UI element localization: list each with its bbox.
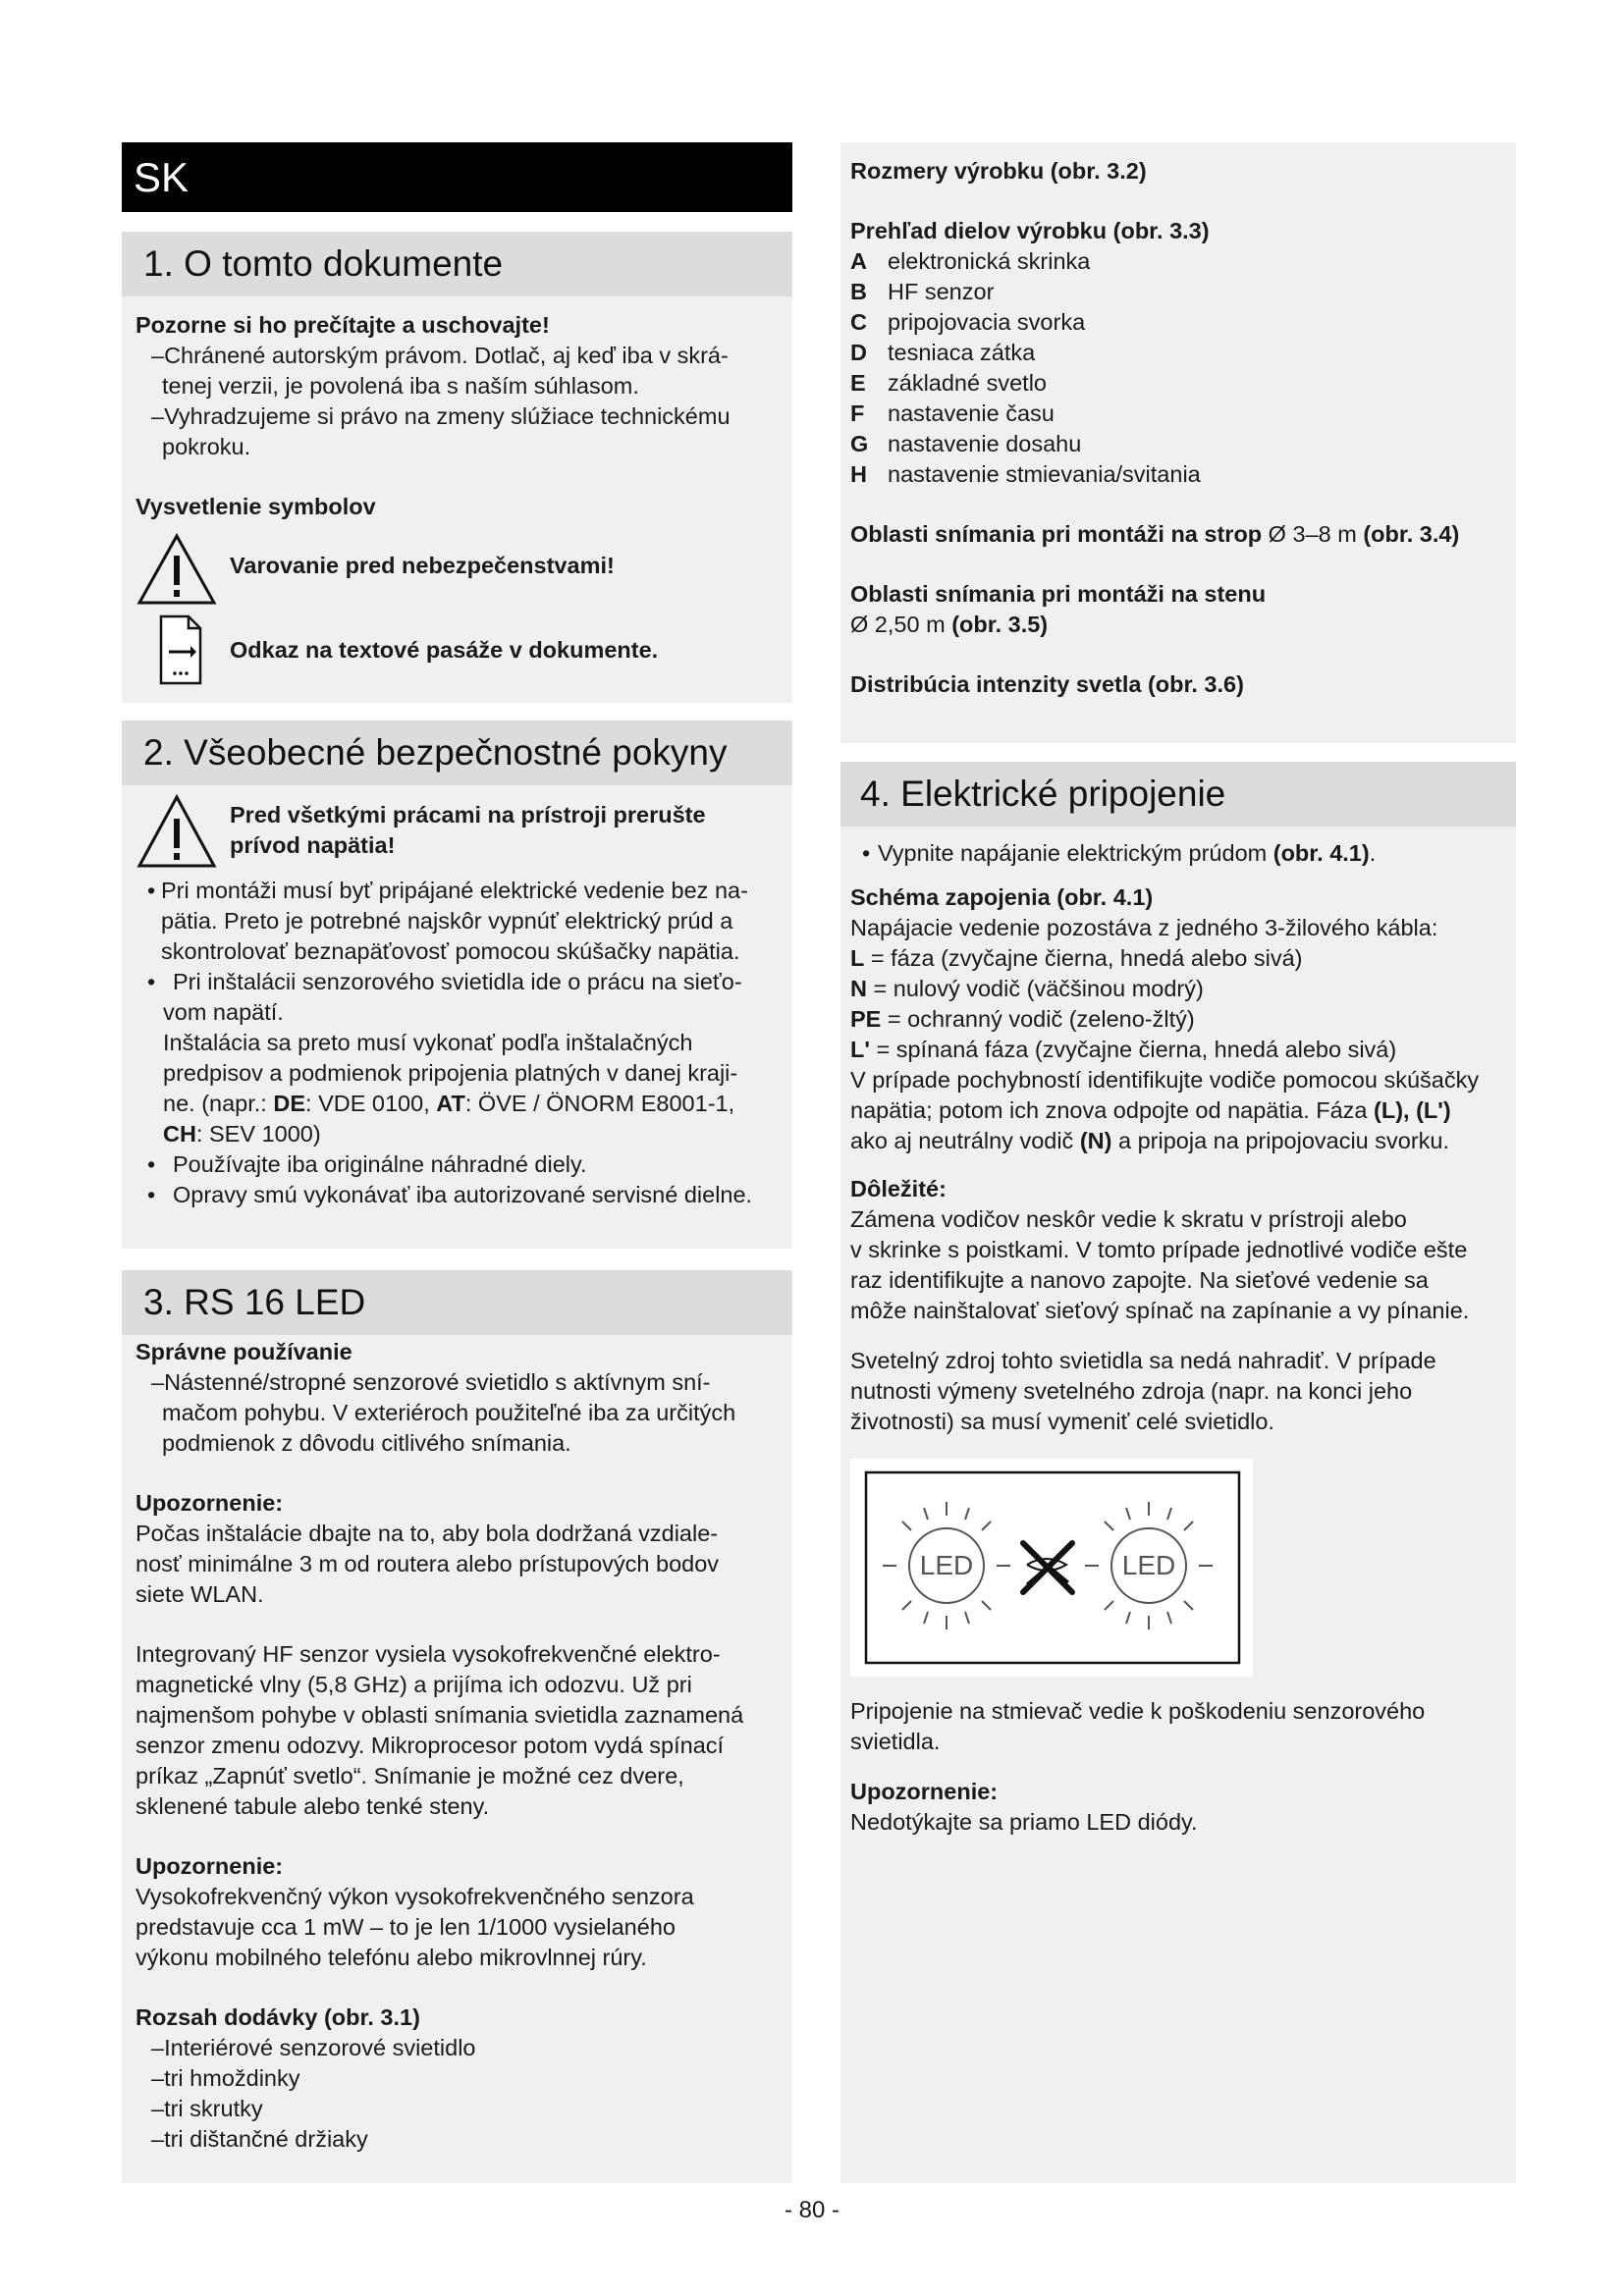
warning-symbol-label: Varovanie pred nebezpečenstvami! [230, 552, 615, 578]
list-item: L = fáza (zvyčajne čierna, hnedá alebo sivá) [850, 945, 1303, 971]
text-line: Inštalácia sa preto musí vykonať podľa inštalačných [163, 1030, 693, 1055]
text-line: tenej verzii, je povolená iba s naším súhlasom. [162, 373, 639, 399]
subheading: Prehľad dielov výrobku (obr. 3.3) [850, 218, 1210, 243]
text-line: najmenšom pohybe v oblasti snímania svietidla zaznamená [135, 1702, 744, 1728]
svg-text:LED: LED [1121, 1550, 1176, 1580]
text-line: skontrolovať beznapäťovosť pomocou skúšačky napätia. [161, 938, 740, 964]
text-line: pätia. Preto je potrebné najskôr vypnúť elektrický prúd a [161, 908, 733, 934]
text-line: Oblasti snímania pri montáži na strop Ø 3–8 m (obr. 3.4) [850, 521, 1460, 547]
list-item [135, 876, 779, 967]
text-line: V prípade pochybností identifikujte vodiče pomocou skúšačky [850, 1067, 1480, 1093]
document-reference-icon [135, 613, 218, 687]
subheading: Dôležité: [850, 1176, 947, 1201]
subheading: Upozornenie: [135, 1490, 284, 1516]
warning-triangle-icon [135, 532, 218, 607]
text-line: predstavuje cca 1 mW – to je len 1/1000 vysielaného [135, 1914, 676, 1940]
text-line: senzor zmenu odozvy. Mikroprocesor potom vydá spínací [135, 1733, 725, 1758]
led-dimmer-prohibited-icon [850, 1459, 1253, 1677]
text-line: –Vyhradzujeme si právo na zmeny slúžiace technickému [151, 403, 731, 429]
section-1 [122, 232, 792, 703]
list-item: –tri skrutky [151, 2096, 263, 2121]
list-item: F nastavenie času [850, 400, 1055, 426]
section-title: 2. Všeobecné bezpečnostné pokyny [122, 721, 792, 785]
section-title: 1. O tomto dokumente [122, 232, 792, 296]
text-line: • Pri montáži musí byť pripájané elektrické vedenie bez na- [161, 878, 748, 903]
text-line: –Chránené autorským právom. Dotlač, aj keď iba v skrá- [151, 343, 729, 368]
text-line: ako aj neutrálny vodič (N) a pripoja na pripojovaciu svorku. [850, 1128, 1450, 1153]
section-4 [840, 762, 1516, 2183]
list-item: • Vypnite napájanie elektrickým prúdom (obr. 4.1). [850, 838, 1516, 869]
section-2 [122, 721, 792, 1249]
text-line: mačom pohybu. V exteriéroch použiteľné iba za určitých [162, 1400, 736, 1425]
list-item: • Používajte iba originálne náhradné diely. [135, 1149, 779, 1180]
list-item: B HF senzor [850, 279, 995, 304]
subheading: Rozmery výrobku (obr. 3.2) [850, 158, 1147, 184]
text-line: CH: SEV 1000) [163, 1121, 321, 1147]
text-line: Ø 2,50 m (obr. 3.5) [850, 612, 1049, 637]
subheading: Správne používanie [135, 1339, 352, 1364]
list-item: E základné svetlo [850, 370, 1047, 396]
text-line: Svetelný zdroj tohto svietidla sa nedá nahradiť. V prípade [850, 1348, 1436, 1373]
subheading: Upozornenie: [135, 1853, 284, 1879]
text-line: ne. (napr.: DE: VDE 0100, AT: ÖVE / ÖNORM E8001-1, [163, 1091, 735, 1116]
text-line: predpisov a podmienok pripojenia platných v danej kraji- [163, 1060, 738, 1086]
list-item: L' = spínaná fáza (zvyčajne čierna, hnedá alebo sivá) [850, 1037, 1397, 1062]
text-line: príkaz „Zapnúť svetlo“. Snímanie je možné cez dvere, [135, 1763, 684, 1789]
svg-text:LED: LED [919, 1550, 974, 1580]
text-line: raz identifikujte a nanovo zapojte. Na sieťové vedenie sa [850, 1267, 1429, 1293]
list-item: H nastavenie stmievania/svitania [850, 461, 1201, 487]
text-line: podmienok z dôvodu citlivého snímania. [162, 1430, 571, 1456]
text-line: Počas inštalácie dbajte na to, aby bola dodržaná vzdiale- [135, 1521, 719, 1546]
subheading: Upozornenie: [850, 1779, 999, 1804]
language-label: SK [122, 142, 792, 212]
list-item: D tesniaca zátka [850, 340, 1036, 365]
list-item: –tri hmoždinky [151, 2065, 300, 2091]
text-line: • Pri inštalácii senzorového svietidla ide o prácu na sieťo- [173, 969, 742, 994]
text-line: v skrinke s poistkami. V tomto prípade jednotlivé vodiče ešte [850, 1237, 1468, 1262]
section-title: 3. RS 16 LED [122, 1270, 792, 1335]
subheading: Schéma zapojenia (obr. 4.1) [850, 884, 1154, 910]
text-line: Napájacie vedenie pozostáva z jedného 3-žilového kábla: [850, 915, 1438, 940]
text-line: Nedotýkajte sa priamo LED diódy. [850, 1809, 1198, 1835]
page-number: - 80 - [784, 2197, 839, 2223]
subheading: Oblasti snímania pri montáži na stenu [850, 581, 1267, 607]
text-line: pokroku. [162, 434, 251, 459]
list-item: –Interiérové senzorové svietidlo [151, 2035, 476, 2060]
list-item: • Opravy smú vykonávať iba autorizované servisné dielne. [135, 1180, 779, 1210]
product-overview [840, 142, 1516, 743]
list-item: A elektronická skrinka [850, 248, 1091, 274]
section-3 [122, 1270, 792, 2183]
list-item: PE = ochranný vodič (zeleno-žltý) [850, 1006, 1195, 1032]
text-line: napätia; potom ich znova odpojte od napätia. Fáza (L), (L') [850, 1097, 1451, 1123]
text-line: magnetické vlny (5,8 GHz) a prijíma ich odozvu. Už pri [135, 1672, 692, 1697]
text-line: Zámena vodičov neskôr vedie k skratu v prístroji alebo [850, 1206, 1407, 1232]
text-line: –Nástenné/stropné senzorové svietidlo s aktívnym sní- [151, 1369, 711, 1395]
text-line: výkonu mobilného telefónu alebo mikrovlnnej rúry. [135, 1945, 647, 1970]
list-item: C pripojovacia svorka [850, 309, 1086, 335]
led-no-dimmer-figure [850, 1459, 1253, 1677]
text-line: sklenené tabule alebo tenké steny. [135, 1793, 490, 1819]
subheading: Rozsah dodávky (obr. 3.1) [135, 2004, 420, 2030]
list-item: N = nulový vodič (väčšinou modrý) [850, 976, 1204, 1001]
text-line: svietidla. [850, 1729, 941, 1754]
subheading: Distribúcia intenzity svetla (obr. 3.6) [850, 671, 1244, 697]
list-item: –tri dištančné držiaky [151, 2126, 368, 2152]
text-line: môže nainštalovať sieťový spínač na zapínanie a vy pínanie. [850, 1298, 1470, 1323]
warning-triangle-icon [135, 791, 218, 870]
warning-text: prívod napätia! [230, 832, 396, 858]
subheading: Vysvetlenie symbolov [135, 494, 376, 519]
reference-symbol-label: Odkaz na textové pasáže v dokumente. [230, 636, 659, 663]
warning-text: Pred všetkými prácami na prístroji prerušte [230, 802, 706, 828]
text-line: vom napätí. [163, 999, 284, 1025]
list-item: G nastavenie dosahu [850, 431, 1082, 456]
text-line: Pripojenie na stmievač vedie k poškodeniu senzorového [850, 1698, 1426, 1724]
text-line: Vysokofrekvenčný výkon vysokofrekvenčného senzora [135, 1884, 694, 1909]
list-item [135, 967, 779, 1149]
text-line: Integrovaný HF senzor vysiela vysokofrekvenčné elektro- [135, 1641, 721, 1667]
subheading: Pozorne si ho prečítajte a uschovajte! [135, 312, 550, 338]
section-title: 4. Elektrické pripojenie [840, 762, 1516, 827]
text-line: životnosti) sa musí vymeniť celé svietidlo. [850, 1409, 1274, 1434]
text-line: nutnosti výmeny svetelného zdroja (napr. na konci jeho [850, 1378, 1413, 1404]
text-line: siete WLAN. [135, 1581, 264, 1607]
text-line: nosť minimálne 3 m od routera alebo prístupových bodov [135, 1551, 720, 1576]
